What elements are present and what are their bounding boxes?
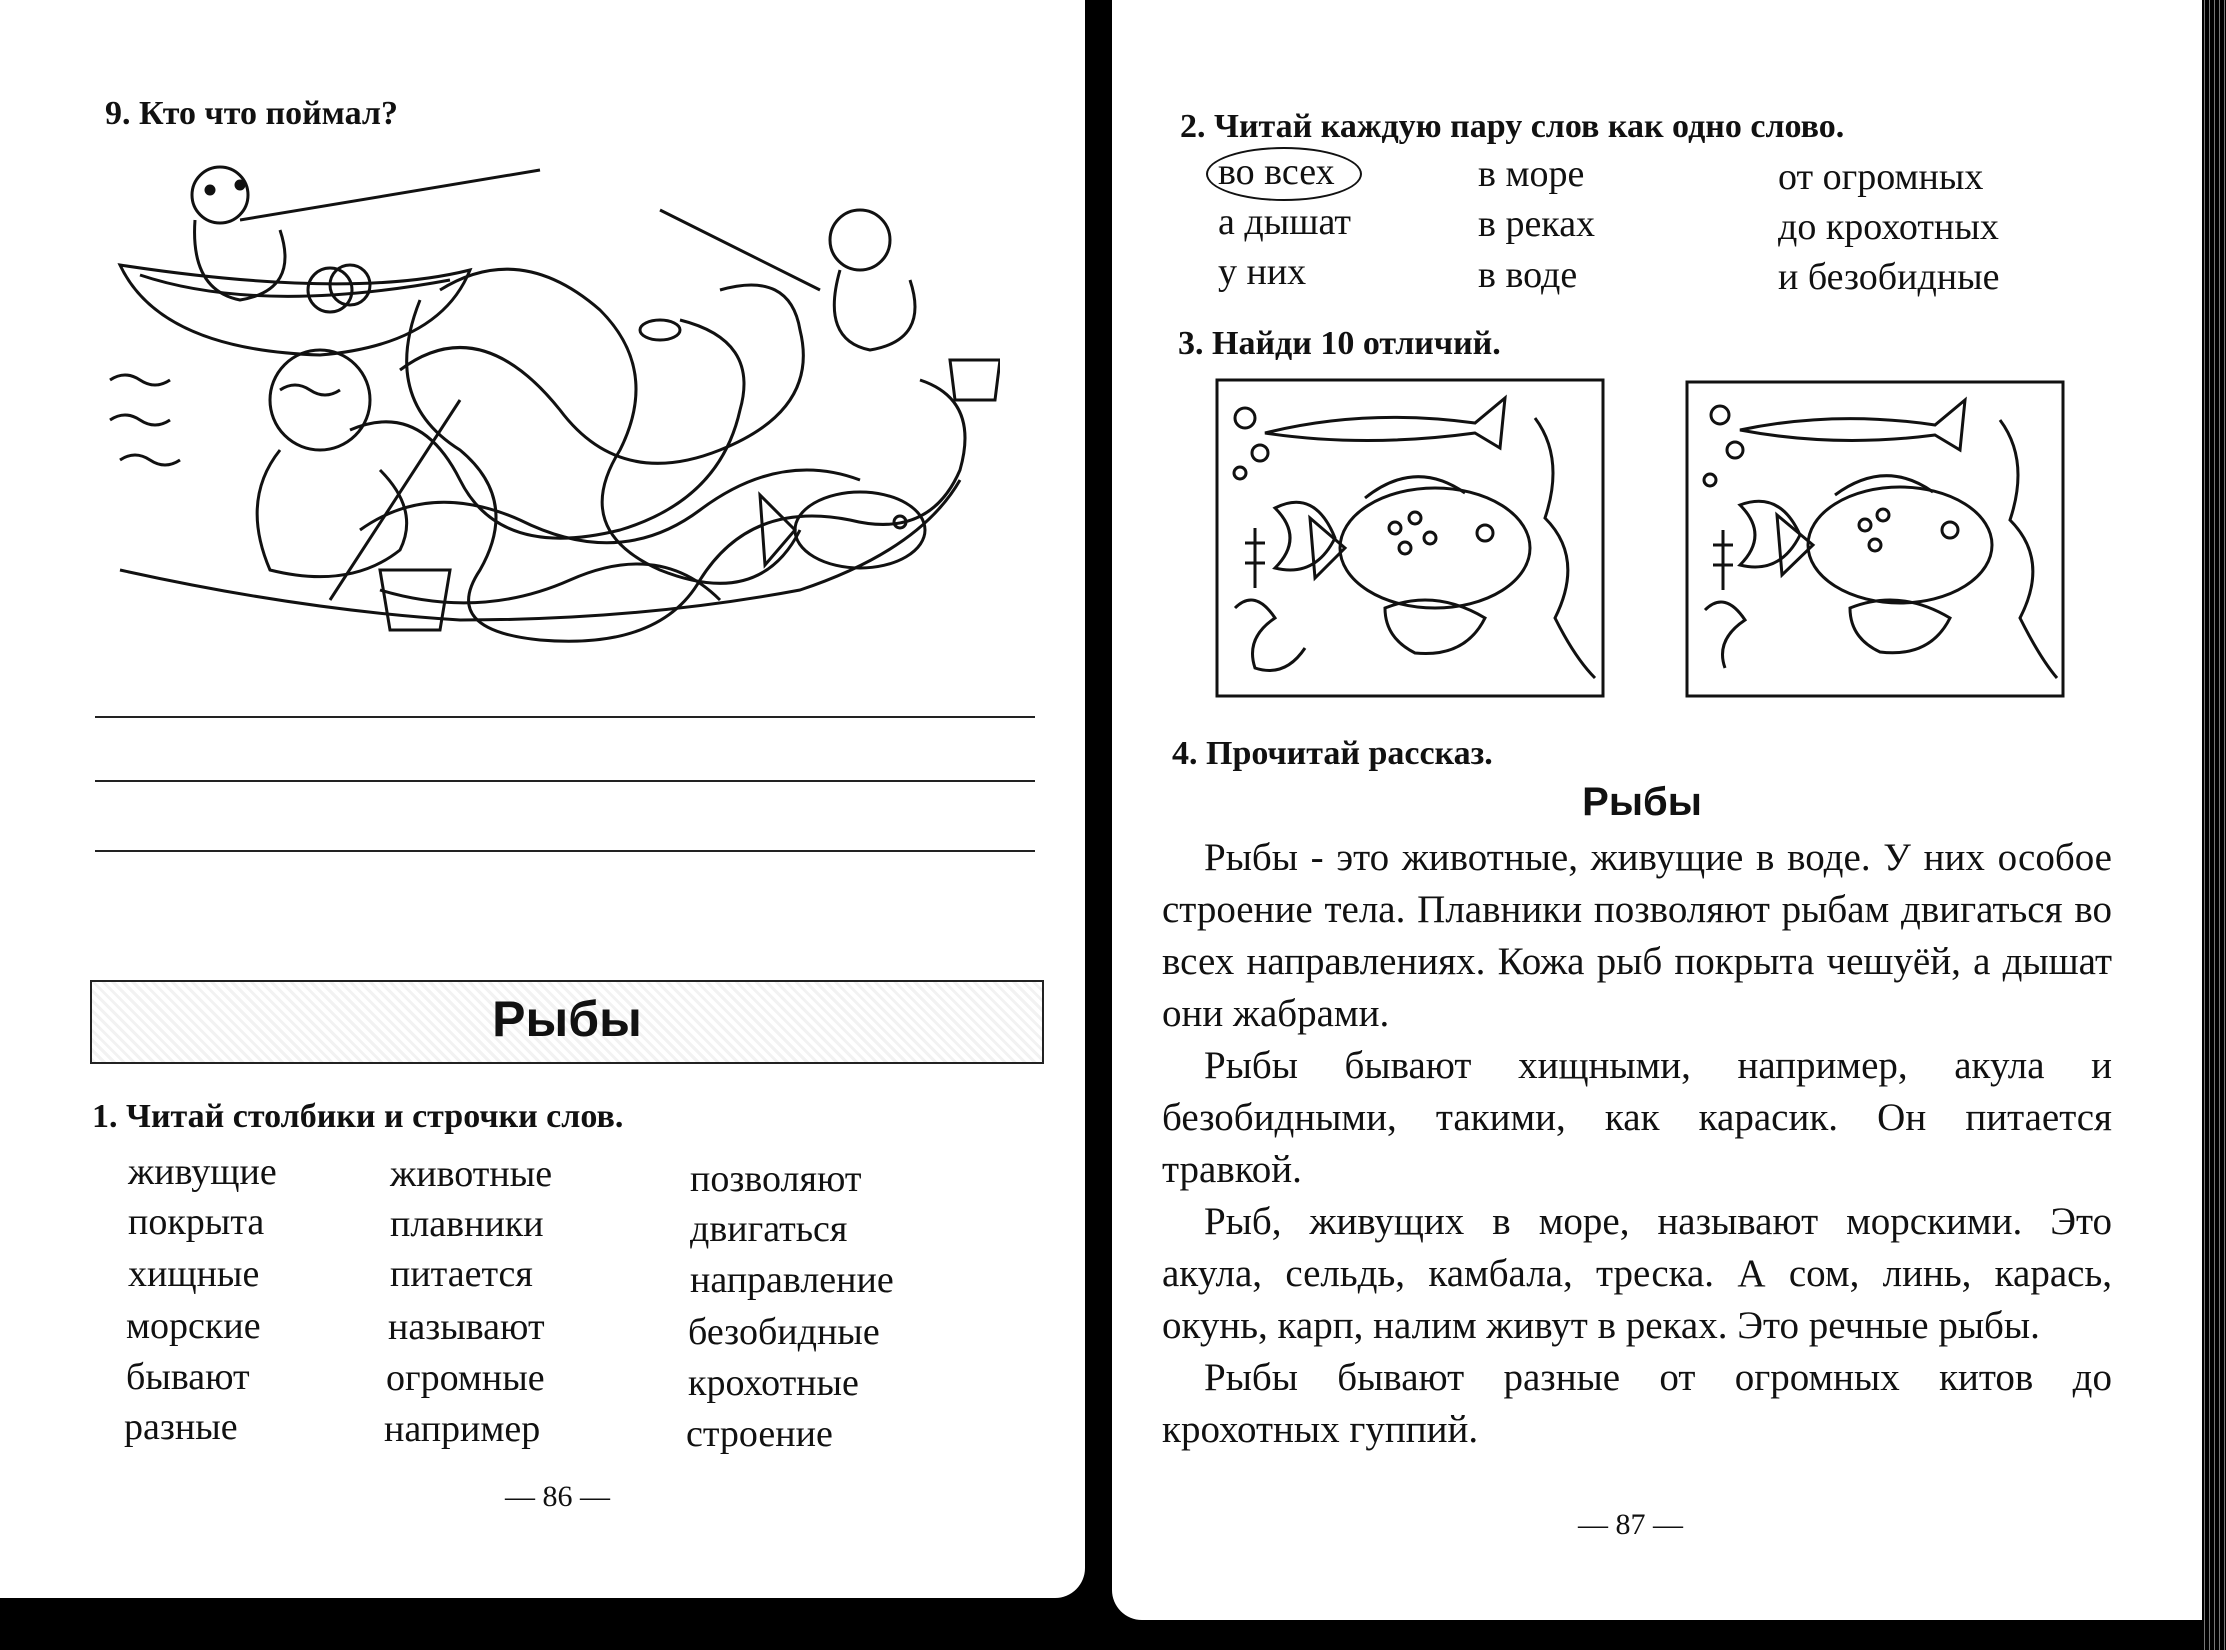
task3-title: 3. Найди 10 отличий. (1178, 325, 1501, 362)
task9-title: 9. Кто что поймал? (105, 95, 398, 132)
word-col2-2: плавники (390, 1203, 544, 1245)
pair-col1-3: у них (1218, 251, 1307, 293)
word-col2-4: называют (388, 1306, 545, 1348)
pair-col2-1: в море (1478, 153, 1585, 195)
word-col2-6: например (384, 1408, 541, 1450)
pair-col3-1: от огромных (1778, 156, 1984, 198)
story-paragraph-3: Рыб, живущих в море, называют морскими. Это акула, сельдь, камбала, треска. А сом, линь, карась, окунь, карп, налим живут в реках. Это речные рыбы. (1162, 1200, 2112, 1347)
word-col1-6: разные (124, 1406, 238, 1448)
task4-title: 4. Прочитай рассказ. (1172, 735, 1493, 772)
word-col3-3: направление (690, 1259, 894, 1301)
page-stack-edge (2202, 0, 2226, 1650)
word-col3-4: безобидные (688, 1311, 880, 1353)
pair-col2-3: в воде (1478, 254, 1578, 296)
pair-col1-1: во всех (1218, 151, 1335, 193)
word-col3-5: крохотные (688, 1362, 859, 1404)
book-gutter (1085, 0, 1112, 1650)
task1-title: 1. Читай столбики и строчки слов. (92, 1098, 624, 1135)
story-text (1162, 832, 2112, 1456)
story-paragraph-1: Рыбы - это животные, живущие в воде. У них особое строение тела. Плавники позволяют рыбам двигаться во всех направлениях. Кожа рыб покрыта чешуёй, а дышат они жабрами. (1162, 836, 2112, 1035)
word-col1-2: покрыта (128, 1201, 265, 1243)
fish-picture-right (1685, 380, 2065, 698)
word-col2-1: животные (390, 1153, 553, 1195)
word-col2-3: питается (390, 1253, 533, 1295)
left-page (0, 0, 1085, 1598)
page-number-left: — 86 — (505, 1480, 610, 1513)
word-col3-6: строение (686, 1413, 833, 1455)
pair-col3-3: и безобидные (1778, 256, 2000, 298)
section-banner (90, 980, 1044, 1064)
pair-col3-2: до крохотных (1778, 206, 1999, 248)
pair-col1-2: а дышат (1218, 201, 1351, 243)
story-title: Рыбы (1582, 780, 1702, 824)
fishing-maze-illustration (100, 150, 1000, 670)
word-col3-2: двигаться (690, 1208, 848, 1250)
story-paragraph-2: Рыбы бывают хищными, например, акула и безобидными, такими, как карасик. Он питается травкой. (1162, 1044, 2112, 1191)
word-col1-1: живущие (128, 1151, 277, 1193)
word-col1-4: морские (126, 1305, 261, 1347)
word-col1-3: хищные (128, 1253, 260, 1295)
fish-picture-left (1215, 378, 1605, 698)
story-paragraph-4: Рыбы бывают разные от огромных китов до крохотных гуппий. (1162, 1356, 2112, 1451)
page-number-right: — 87 — (1578, 1508, 1683, 1541)
task2-title: 2. Читай каждую пару слов как одно слово. (1180, 108, 1845, 145)
pair-col2-2: в реках (1478, 203, 1596, 245)
word-col2-5: огромные (386, 1357, 545, 1399)
word-col3-1: позволяют (690, 1158, 862, 1200)
word-col1-5: бывают (126, 1356, 250, 1398)
section-title: Рыбы (492, 991, 642, 1047)
